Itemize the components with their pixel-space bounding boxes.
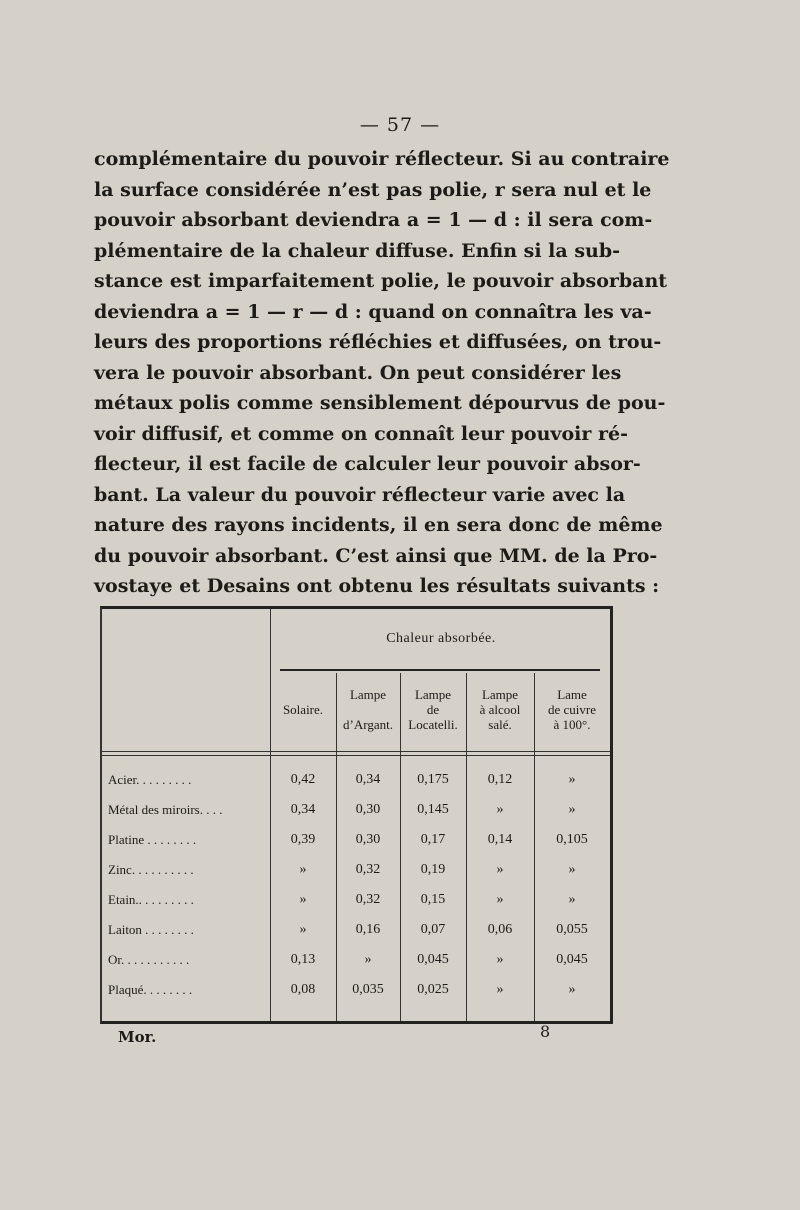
table-cell: » [568,802,576,817]
table-row [102,765,610,795]
row-label: Plaqué. . . . . . . . [108,982,193,997]
paragraph-line: vostaye et Desains ont obtenu les résultats suivants : [94,575,660,597]
row-label: Acier. . . . . . . . . [108,772,192,787]
table-cell: » [299,862,307,877]
table-rule [280,669,600,671]
group-title: Chaleur absorbée. [386,631,496,646]
paragraph-line: leurs des proportions réfléchies et diffusées, on trou- [94,331,662,353]
table-cell: 0,16 [355,922,381,937]
table-rule [102,751,610,752]
table-cell: 0,06 [487,922,513,937]
column-header-solaire: Solaire. [282,702,324,717]
table-row [102,945,610,975]
row-label: Platine . . . . . . . . [108,832,197,847]
table-cell: 0,19 [420,862,446,877]
paragraph-line: vera le pouvoir absorbant. On peut considérer les [94,361,622,384]
table-cell: 0,08 [290,982,316,997]
table-cell: » [496,862,504,877]
table-cell: 0,12 [487,772,513,787]
paragraph-line: voir diffusif, et comme on connaît leur pouvoir ré- [94,422,628,445]
column-header-cuivre: Lame de cuivre à 100°. [547,687,596,732]
table-cell: 0,30 [355,832,381,847]
table-cell: 0,045 [556,952,588,967]
table-cell: 0,145 [417,802,449,817]
table-cell: 0,42 [290,772,316,787]
column-header-alcool: Lampe à alcool salé. [479,687,521,732]
table-cell: 0,14 [487,832,513,847]
table-cell: 0,34 [290,802,316,817]
paragraph-line: nature des rayons incidents, il en sera donc de même [94,514,663,536]
table-cell: 0,39 [290,832,316,847]
table-cell: » [299,922,307,937]
row-label: Or. . . . . . . . . . . [108,952,190,967]
paragraph-line: complémentaire du pouvoir réflecteur. Si au contraire [94,148,670,170]
table-rule [102,755,610,756]
table-cell: » [568,982,576,997]
column-header-argant: Lampe d’Argant. [343,687,393,732]
table-cell: » [496,802,504,817]
absorption-table [100,606,613,1024]
table-row [102,825,610,855]
table-cell: » [299,892,307,907]
table-cell: 0,32 [355,862,381,877]
paragraph-line: plémentaire de la chaleur diffuse. Enfin si la sub- [94,239,621,262]
signature-mark: Mor. [118,1028,157,1046]
table-cell: 0,07 [420,922,446,937]
table-cell: » [568,892,576,907]
paragraph-line: flecteur, il est facile de calculer leur pouvoir absor- [94,453,641,475]
paragraph-line: stance est imparfaitement polie, le pouvoir absorbant [94,270,668,292]
table-cell: 0,13 [290,952,316,967]
table-cell: 0,175 [417,772,449,787]
table-row [102,855,610,885]
table-cell: 0,025 [417,982,449,997]
row-label: Etain.. . . . . . . . . [108,892,194,907]
paragraph-line: du pouvoir absorbant. C’est ainsi que MM. de la Pro- [94,544,658,567]
page-number: — 57 — [359,114,441,136]
table-row [102,795,610,825]
table-cell: 0,34 [355,772,381,787]
paragraph-line: deviendra a = 1 — r — d : quand on connaîtra les va- [94,300,652,323]
table-cell: » [568,772,576,787]
table-cell: 0,055 [556,922,588,937]
table-cell: 0,15 [420,892,446,907]
paragraph [94,144,670,602]
column-header-locatelli: Lampe de Locatelli. [408,687,458,732]
row-label: Métal des miroirs. . . . [108,802,223,817]
table-cell: 0,105 [556,832,588,847]
table-cell: 0,035 [352,982,384,997]
paragraph-line: pouvoir absorbant deviendra a = 1 — d : il sera com- [94,209,653,231]
sheet-number: 8 [540,1022,551,1041]
table-row [102,975,610,1005]
paragraph-line: bant. La valeur du pouvoir réflecteur varie avec la [94,483,626,506]
table-row [102,915,610,945]
table-cell: » [364,952,372,967]
row-label: Zinc. . . . . . . . . . [108,862,194,877]
table-row [102,885,610,915]
table-cell: 0,32 [355,892,381,907]
table-cell: » [496,982,504,997]
table-cell: » [496,952,504,967]
paragraph-line: la surface considérée n’est pas polie, r sera nul et le [94,178,652,201]
paragraph-line: métaux polis comme sensiblement dépourvus de pou- [94,392,666,414]
table-cell: » [496,892,504,907]
table-cell: » [568,862,576,877]
table-cell: 0,30 [355,802,381,817]
row-label: Laiton . . . . . . . . [108,922,194,937]
table-cell: 0,045 [417,952,449,967]
table-cell: 0,17 [420,832,446,847]
